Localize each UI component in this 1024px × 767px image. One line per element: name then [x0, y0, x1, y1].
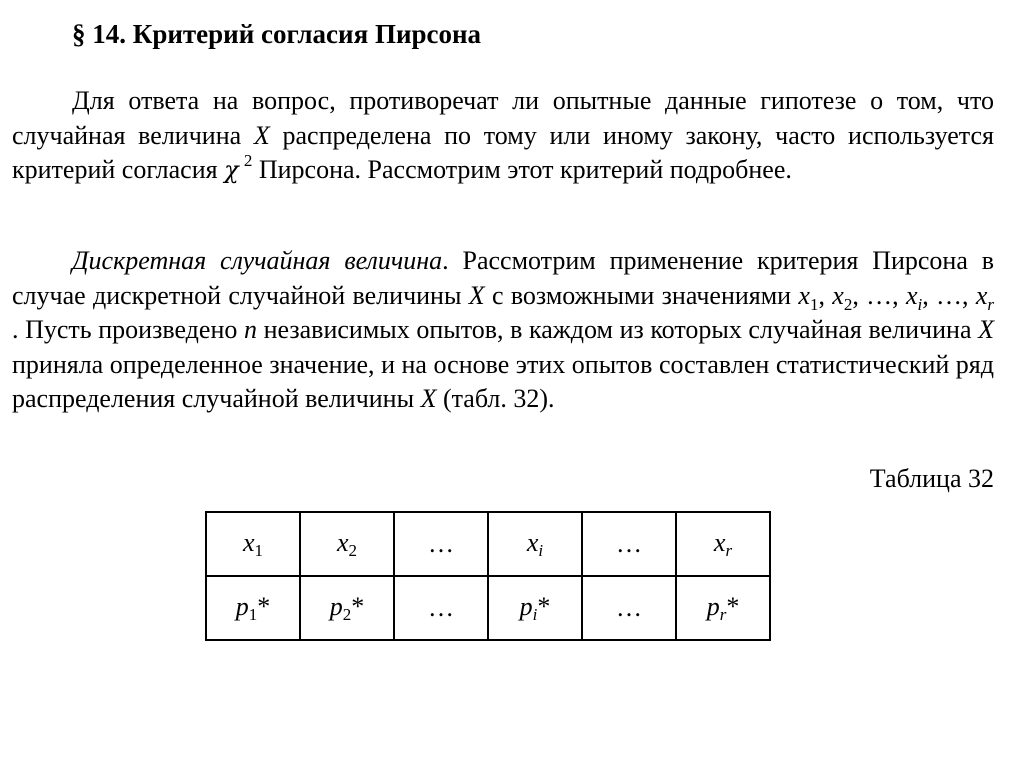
cell-symbol: x — [526, 527, 539, 557]
variable-n: n — [243, 315, 257, 344]
distribution-table — [205, 511, 771, 641]
chi-power: 2 — [243, 151, 253, 170]
value-subscript: r — [987, 294, 995, 314]
table-cell — [676, 512, 770, 576]
cell-ellipsis: … — [616, 593, 642, 622]
cell-subscript: 2 — [342, 604, 352, 624]
table-caption: Таблица 32 — [869, 464, 994, 493]
text-fragment: независимых опытов, в каждом из которых случайная величина — [256, 315, 979, 344]
variable-x: X — [253, 120, 270, 150]
text-fragment: Для ответа на вопрос, противоречат ли опытные данные гипотезе о том, что случайная величина — [12, 86, 994, 150]
value-end: . — [12, 315, 19, 344]
table-row-values — [206, 512, 770, 576]
table-cell — [394, 576, 488, 640]
table-cell — [300, 512, 394, 576]
cell-star: * — [726, 591, 740, 621]
cell-ellipsis: … — [428, 529, 454, 558]
variable-x: X — [420, 384, 437, 413]
variable-x: X — [468, 280, 485, 310]
table-cell — [488, 512, 582, 576]
value-x: x — [832, 280, 844, 310]
cell-symbol: x — [713, 527, 726, 557]
table-cell — [206, 576, 300, 640]
text-fragment: с возможными значениями — [484, 280, 799, 310]
value-separator: , …, — [852, 280, 906, 310]
cell-subscript: 1 — [254, 540, 264, 560]
paragraph-intro — [12, 84, 994, 188]
cell-symbol: x — [242, 527, 255, 557]
text-fragment: . Рассмотрим применение критерия Пирсона в случае дискретной случайной величины — [12, 246, 994, 310]
value-x: x — [798, 280, 810, 310]
value-separator: , …, — [922, 280, 976, 310]
cell-symbol: p — [519, 591, 533, 621]
cell-subscript: 1 — [248, 604, 258, 624]
text-fragment: Пусть произведено — [18, 315, 244, 344]
table-cell — [582, 512, 676, 576]
cell-star: * — [351, 591, 365, 621]
cell-subscript: 2 — [348, 540, 358, 560]
section-heading: § 14. Критерий согласия Пирсона — [72, 19, 482, 49]
table-cell — [206, 512, 300, 576]
value-separator: , — [818, 280, 833, 310]
paragraph-discrete — [12, 244, 994, 417]
value-x: x — [905, 280, 918, 310]
cell-symbol: p — [235, 591, 249, 621]
cell-symbol: p — [706, 591, 720, 621]
text-fragment: распределена по тому или иному закону, часто используется критерий согласия — [12, 120, 994, 184]
chi-symbol: χ — [224, 156, 239, 184]
italic-lead: Дискретная случайная величина — [72, 246, 443, 275]
cell-subscript: r — [725, 540, 733, 560]
text-fragment: приняла определенное значение, и на основе этих опытов составлен статистический ряд распределения случайной величины — [12, 349, 994, 413]
table-cell — [676, 576, 770, 640]
cell-ellipsis: … — [616, 529, 642, 558]
text-fragment: (табл. 32). — [436, 384, 555, 413]
document-page — [12, 0, 994, 767]
table-cell — [394, 512, 488, 576]
cell-subscript: i — [532, 604, 538, 624]
value-x: x — [975, 280, 988, 310]
table-cell — [488, 576, 582, 640]
table-cell — [582, 576, 676, 640]
cell-star: * — [537, 591, 551, 621]
value-subscript: 1 — [809, 294, 819, 314]
cell-symbol: x — [336, 527, 349, 557]
cell-ellipsis: … — [428, 593, 454, 622]
variable-x: X — [978, 315, 994, 344]
value-subscript: i — [917, 294, 923, 314]
text-fragment: Пирсона. Рассмотрим этот критерий подробнее. — [252, 155, 792, 184]
cell-subscript: i — [538, 540, 544, 560]
table-cell — [300, 576, 394, 640]
cell-star: * — [257, 591, 271, 621]
cell-symbol: p — [329, 591, 343, 621]
cell-subscript: r — [719, 604, 727, 624]
table-row-frequencies — [206, 576, 770, 640]
value-subscript: 2 — [843, 294, 853, 314]
